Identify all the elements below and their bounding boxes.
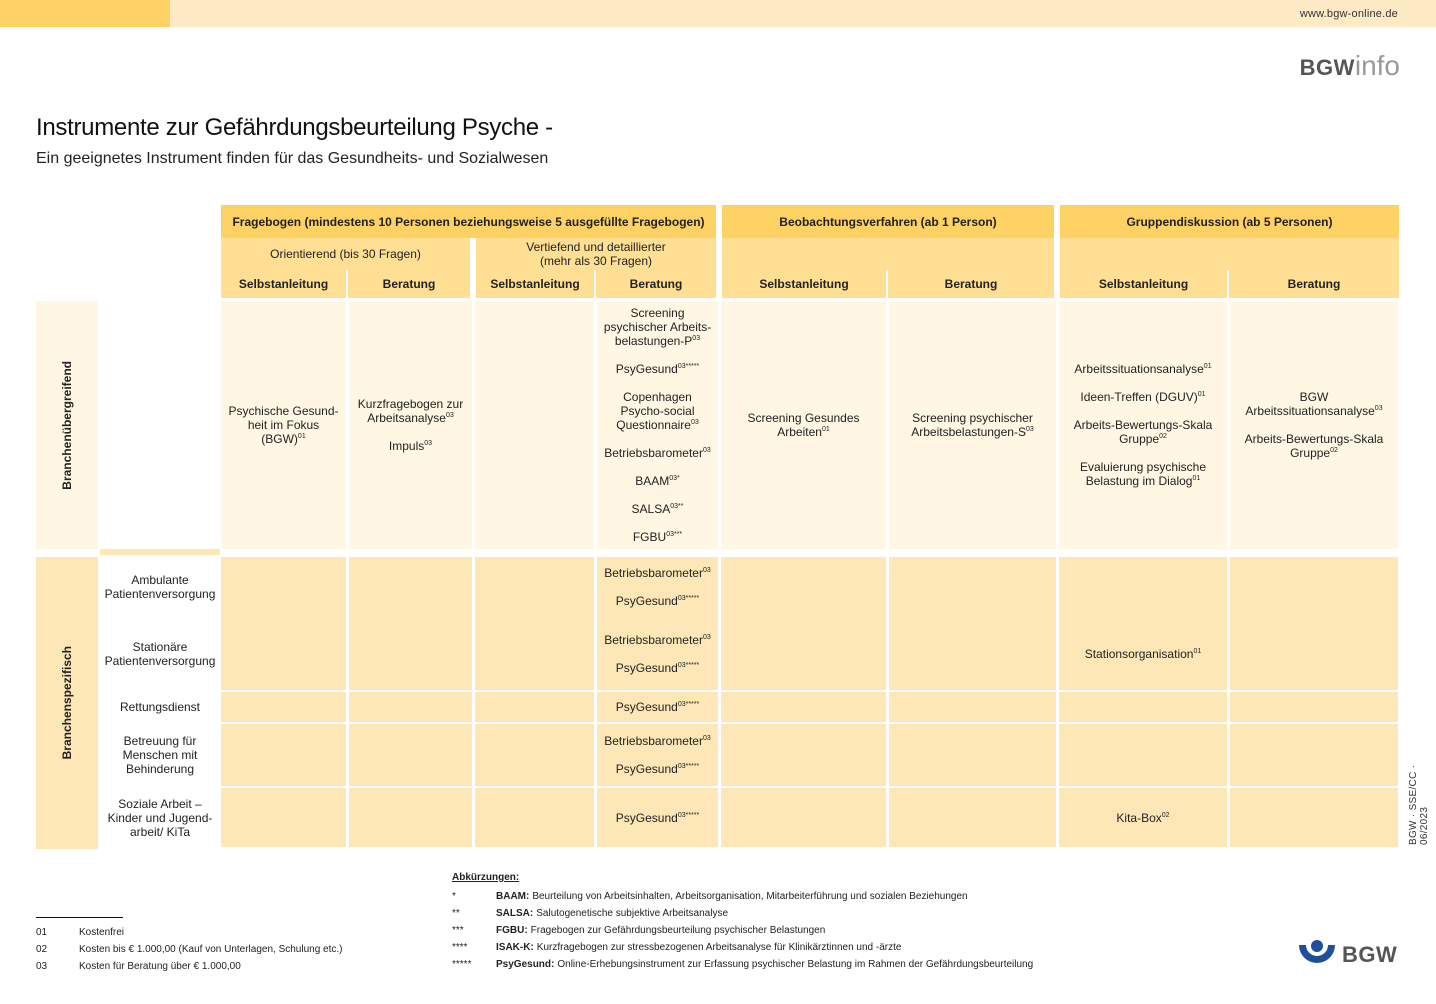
cost-code: 03***** [677, 811, 700, 819]
cost-code: 03 [702, 633, 711, 641]
instrument-cell [1059, 617, 1227, 690]
cell-text: Stationäre Patientenversorgung [104, 639, 216, 668]
footnote-item [36, 941, 343, 958]
abbr-text: Salutogenetische subjektive Arbeitsanalyse [536, 908, 729, 919]
instrument-cell [1059, 724, 1227, 786]
cost-code: 03*** [666, 531, 683, 538]
cell-text: Fragebogen (mindestens 10 Personen beziehungsweise 5 ausgefüllte Fragebogen) [232, 214, 705, 229]
cost-code: 03***** [677, 595, 700, 602]
instrument-cell [1230, 724, 1398, 786]
abbr-marker: ***** [452, 959, 472, 970]
instrument-cell [349, 617, 472, 690]
instrument-cell [221, 617, 346, 690]
cost-code: 03 [690, 419, 699, 426]
instrument-entry [225, 404, 342, 446]
subgroup-empty [722, 238, 1054, 270]
footnote-text: Kosten bis € 1.000,00 (Kauf von Unterlagen, Schulung etc.) [79, 944, 343, 955]
row-label [100, 692, 220, 722]
subgroup-header [221, 238, 470, 270]
abbreviations [452, 872, 1033, 973]
instrument-name: Arbeits-Bewertungs-Skala Gruppe [1073, 418, 1213, 446]
subgroup-empty [1060, 238, 1399, 270]
instrument-cell [889, 692, 1056, 722]
footnote-number: 02 [36, 944, 48, 955]
abbr-text: Online-Erhebungsinstrument zur Erfassung psychischer Belastung im Rahmen der Gefährdungsbeurteilung [557, 959, 1034, 970]
instrument-name: Kita-Box [1116, 810, 1162, 825]
instrument-name: Evaluierung psychische Belastung im Dialog [1079, 460, 1207, 488]
brand-light: info [1354, 50, 1400, 81]
cost-code: 03 [1374, 405, 1383, 412]
abbr-key: ISAK-K: [496, 942, 534, 953]
footnote-item [36, 958, 343, 975]
cost-code: 01 [1203, 363, 1212, 370]
instrument-entry [1116, 811, 1169, 825]
instrument-cell [721, 788, 886, 847]
cell-text: Beratung [1287, 277, 1341, 291]
page-title: Instrumente zur Gefährdungsbeurteilung Psyche - [36, 114, 553, 141]
instrument-entry [1074, 362, 1211, 376]
instrument-cell [1230, 617, 1398, 690]
instrument-entry [604, 734, 711, 748]
cost-code: 02 [1161, 811, 1170, 819]
instrument-entry [604, 566, 711, 580]
instrument-cell [221, 724, 346, 786]
cost-code: 03 [1025, 426, 1034, 433]
cell-text: Ambulante Patientenversorgung [104, 573, 216, 601]
abbr-marker: **** [452, 942, 468, 953]
instrument-cell [1059, 301, 1227, 549]
cost-code: 03 [702, 567, 711, 574]
column-header [888, 270, 1054, 298]
website-url: www.bgw-online.de [1299, 8, 1398, 20]
instrument-cell [721, 724, 886, 786]
instrument-name: PsyGesund [615, 660, 678, 675]
cost-code: 02 [1330, 447, 1338, 454]
instrument-cell [597, 692, 718, 722]
instrument-cell [349, 557, 472, 617]
row-divider [100, 549, 220, 555]
instrument-cell [475, 724, 594, 786]
bgw-logo [1298, 938, 1398, 972]
instrument-name: BGW Arbeitssituationsanalyse [1245, 390, 1375, 418]
instrument-cell [597, 301, 718, 549]
cost-code: 03***** [677, 763, 700, 770]
instrument-cell [597, 617, 718, 690]
instrument-name: Impuls [388, 439, 425, 453]
abbr-marker: ** [452, 908, 460, 919]
instrument-cell [597, 788, 718, 847]
instrument-name: Screening Gesundes Arbeiten [747, 411, 860, 439]
instrument-cell [889, 301, 1056, 549]
row-label [100, 724, 220, 786]
cell-text: Rettungsdienst [119, 700, 201, 714]
instrument-entry [633, 530, 682, 544]
instrument-table [36, 205, 1399, 849]
instrument-cell [349, 788, 472, 847]
instrument-cell [349, 692, 472, 722]
instrument-entry [1085, 647, 1202, 661]
cost-code: 03 [692, 335, 701, 342]
cell-text: Beratung [382, 277, 436, 291]
cell-text: Selbstanleitung [759, 277, 849, 291]
cell-text: Selbstanleitung [238, 277, 329, 291]
cell-text: Selbstanleitung [490, 277, 580, 291]
instrument-entry [353, 397, 468, 425]
column-header [1229, 270, 1399, 298]
abbreviation-item [452, 939, 1033, 956]
instrument-name: Betriebsbarometer [604, 632, 703, 647]
instrument-name: PsyGesund [615, 594, 678, 608]
instrument-cell [349, 301, 472, 549]
instrument-name: Arbeits-Bewertungs-Skala Gruppe [1244, 432, 1384, 460]
instrument-cell [1230, 301, 1398, 549]
instrument-name: BAAM [635, 474, 670, 488]
instrument-entry [604, 446, 711, 460]
page-subtitle: Ein geeignetes Instrument finden für das Gesundheits- und Sozialwesen [36, 150, 549, 167]
row-group-industry-specific [36, 557, 98, 849]
instrument-name: Betriebsbarometer [604, 566, 703, 580]
cost-code: 03***** [677, 661, 700, 669]
instrument-name: Copenhagen Psycho-social Questionnaire [616, 390, 695, 432]
instrument-name: Kurzfragebogen zur Arbeitsanalyse [357, 397, 464, 425]
abbr-marker: * [452, 891, 456, 902]
instrument-name: FGBU [632, 530, 667, 544]
instrument-name: Ideen-Treffen (DGUV) [1080, 390, 1198, 404]
cell-text: Beratung [629, 277, 683, 291]
instrument-name: Betriebsbarometer [604, 446, 703, 460]
abbr-text: Beurteilung von Arbeitsinhalten, Arbeitsorganisation, Mitarbeiterführung und sozialen Beziehungen [532, 891, 968, 902]
column-header [1060, 270, 1227, 298]
abbreviation-item [452, 922, 1033, 939]
instrument-cell [1059, 788, 1227, 847]
abbreviation-item [452, 905, 1033, 922]
instrument-entry [616, 762, 699, 776]
column-header [221, 270, 346, 298]
instrument-name: SALSA [631, 502, 671, 516]
instrument-entry [725, 411, 882, 439]
cost-code: 01 [1192, 475, 1201, 482]
abbr-key: BAAM: [496, 891, 530, 902]
instrument-entry [1234, 432, 1394, 460]
instrument-entry [616, 700, 699, 714]
abbr-key: FGBU: [496, 925, 528, 936]
row-label-empty [100, 301, 220, 549]
column-header [722, 270, 886, 298]
cell-text: Beobachtungsverfahren (ab 1 Person) [779, 214, 997, 229]
bgw-info-brand [1300, 50, 1400, 84]
instrument-name: Stationsorganisation [1084, 646, 1194, 661]
row-label [100, 557, 220, 617]
instrument-cell [889, 724, 1056, 786]
cell-text: Orientierend (bis 30 Fragen) [270, 247, 421, 261]
footnote-number: 01 [36, 927, 48, 938]
logo-text: BGW [1342, 942, 1398, 967]
instrument-entry [635, 474, 680, 488]
instrument-entry [616, 594, 699, 608]
cost-code: 02 [1159, 433, 1167, 440]
instrument-name: PsyGesund [615, 810, 678, 825]
instrument-entry [1063, 418, 1223, 446]
instrument-entry [389, 439, 432, 453]
cell-text: Branchenübergreifend [60, 360, 74, 490]
instrument-cell [889, 788, 1056, 847]
footnote-text: Kosten für Beratung über € 1.000,00 [79, 961, 241, 972]
instrument-cell [889, 557, 1056, 617]
instrument-cell [597, 724, 718, 786]
abbr-key: SALSA: [496, 908, 534, 919]
instrument-entry [1063, 460, 1223, 488]
instrument-name: Screening psychischer Arbeitsbelastungen-S [911, 411, 1033, 439]
abbreviation-item [452, 956, 1033, 973]
footnote-number: 03 [36, 961, 48, 972]
instrument-cell [1059, 557, 1227, 617]
instrument-name: PsyGesund [615, 700, 678, 714]
top-bar-accent [0, 0, 170, 27]
cell-text: Gruppendiskussion (ab 5 Personen) [1126, 214, 1333, 229]
instrument-entry [604, 633, 711, 647]
row-label [100, 617, 220, 690]
instrument-cell [889, 617, 1056, 690]
instrument-cell [1230, 557, 1398, 617]
cell-text: Beratung [944, 277, 998, 291]
column-header [348, 270, 470, 298]
instrument-name: PsyGesund [615, 762, 678, 776]
instrument-cell [221, 301, 346, 549]
cost-code: 03 [702, 447, 711, 454]
column-header [476, 270, 594, 298]
instrument-cell [721, 692, 886, 722]
cell-text: Branchenspezifisch [60, 646, 74, 760]
abbreviations-heading: Abkürzungen: [452, 872, 520, 883]
document-code: BGW · SSE/CC · 06/2023 [1408, 764, 1430, 845]
footnote-rule [36, 917, 123, 918]
group-header [1060, 205, 1399, 238]
instrument-cell [221, 692, 346, 722]
instrument-name: Betriebsbarometer [604, 734, 703, 748]
instrument-name: PsyGesund [615, 362, 678, 376]
group-header [722, 205, 1054, 238]
instrument-cell [475, 788, 594, 847]
cost-code: 01 [297, 433, 306, 440]
instrument-cell [221, 557, 346, 617]
instrument-name: Arbeitssituationsanalyse [1074, 362, 1204, 376]
abbr-text: Kurzfragebogen zur stressbezogenen Arbeitsanalyse für Klinikärztinnen und -ärzte [536, 942, 902, 953]
instrument-cell [1059, 692, 1227, 722]
instrument-cell [597, 557, 718, 617]
cost-code: 03** [670, 503, 684, 510]
footnote-item [36, 924, 343, 941]
instrument-cell [721, 557, 886, 617]
instrument-entry [616, 811, 699, 825]
instrument-cell [721, 617, 886, 690]
instrument-cell [1230, 788, 1398, 847]
instrument-entry [616, 661, 699, 675]
footnote-text: Kostenfrei [79, 927, 125, 938]
instrument-name: Screening psychischer Arbeits-belastungen-P [603, 306, 712, 348]
instrument-entry [1080, 390, 1205, 404]
row-group-cross-industry [36, 301, 98, 549]
group-header [221, 205, 716, 238]
instrument-cell [1230, 692, 1398, 722]
instrument-cell [221, 788, 346, 847]
instrument-name: Psychische Gesund-heit im Fokus (BGW) [228, 404, 339, 446]
instrument-entry [616, 362, 699, 376]
cost-code: 03 [445, 412, 454, 419]
abbr-key: PsyGesund: [496, 959, 555, 970]
cost-footnotes [36, 917, 343, 975]
cost-code: 01 [821, 426, 830, 433]
column-header [596, 270, 716, 298]
instrument-entry [893, 411, 1052, 439]
instrument-cell [475, 617, 594, 690]
bgw-emblem-icon [1298, 939, 1336, 971]
instrument-entry [601, 306, 714, 348]
cell-text: Vertiefend und detaillierter [526, 240, 666, 254]
cell-text: (mehr als 30 Fragen) [539, 254, 653, 268]
cost-code: 01 [1197, 391, 1206, 398]
abbr-marker: *** [452, 925, 464, 936]
cost-code: 03 [424, 440, 433, 447]
abbr-text: Fragebogen zur Gefährdungsbeurteilung psychischer Belastungen [530, 925, 826, 936]
instrument-cell [349, 724, 472, 786]
instrument-entry [601, 390, 714, 432]
cell-text: Soziale Arbeit – Kinder und Jugend-arbeit/ KiTa [107, 796, 213, 839]
abbreviation-item [452, 888, 1033, 905]
cell-text: Selbstanleitung [1098, 277, 1189, 291]
cost-code: 01 [1193, 647, 1202, 655]
brand-bold: BGW [1299, 55, 1355, 80]
cost-code: 03* [669, 475, 680, 482]
instrument-cell [475, 301, 594, 549]
instrument-entry [1234, 390, 1394, 418]
cost-code: 03***** [677, 701, 700, 708]
cost-code: 03 [702, 735, 711, 742]
instrument-cell [475, 692, 594, 722]
row-label [100, 788, 220, 847]
instrument-cell [721, 301, 886, 549]
instrument-entry [632, 502, 684, 516]
instrument-cell [475, 557, 594, 617]
cell-text: Betreuung für Menschen mit Behinderung [122, 734, 198, 776]
top-bar [0, 0, 1436, 27]
subgroup-header [476, 238, 716, 270]
cost-code: 03***** [677, 363, 700, 370]
